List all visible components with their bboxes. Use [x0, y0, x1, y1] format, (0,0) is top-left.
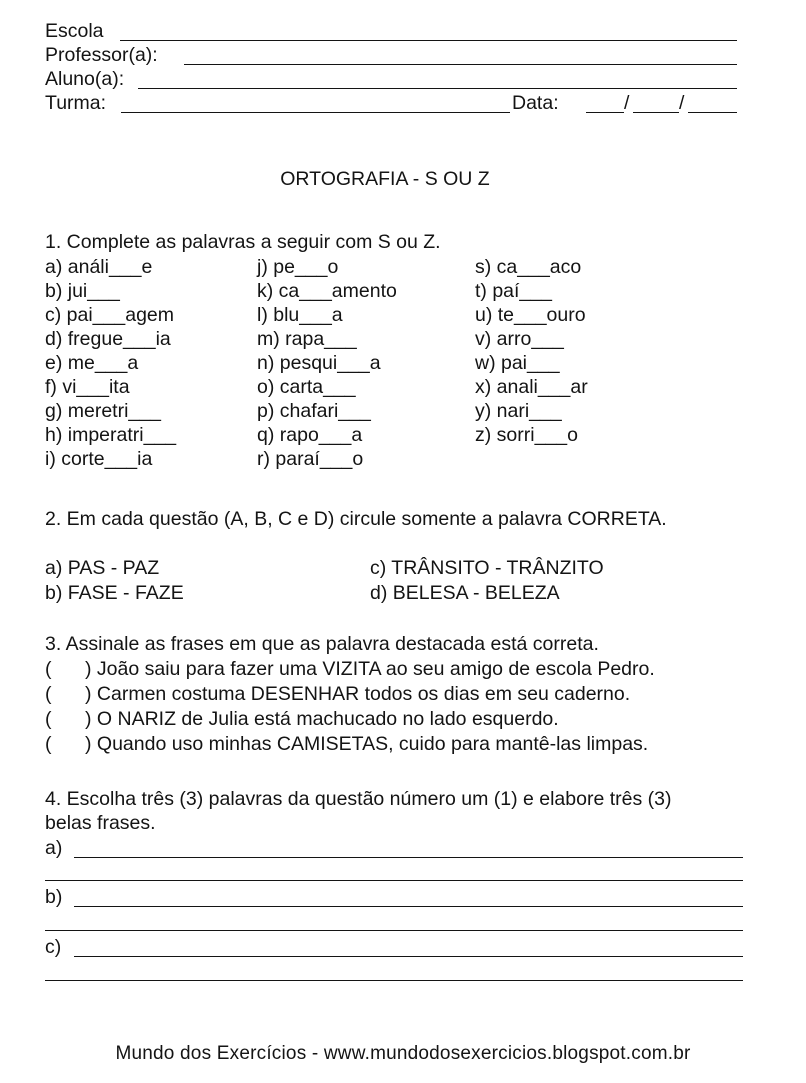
q3-item-text: ) Quando uso minhas CAMISETAS, cuido para mantê-las limpas.	[85, 733, 649, 755]
q1-item: p) chafari___	[257, 400, 371, 422]
q4-label-c: c)	[45, 936, 62, 958]
q1-item: g) meretri___	[45, 400, 161, 422]
q4-answer-a-line-2[interactable]	[45, 880, 743, 881]
q1-prompt: 1. Complete as palavras a seguir com S ou Z.	[45, 231, 441, 253]
q3-item-text: ) O NARIZ de Julia está machucado no lado esquerdo.	[85, 708, 559, 730]
q1-item: m) rapa___	[257, 328, 357, 350]
q1-item: j) pe___o	[257, 256, 339, 278]
school-label: Escola	[45, 20, 104, 42]
q1-item: f) vi___ita	[45, 376, 130, 398]
q3-item	[45, 682, 630, 706]
q3-item-text: ) Carmen costuma DESENHAR todos os dias em seu caderno.	[85, 683, 631, 705]
date-year-line[interactable]	[688, 112, 737, 113]
q4-label-b: b)	[45, 886, 63, 908]
q1-item: t) paí___	[475, 280, 552, 302]
q3-checkbox[interactable]: (	[45, 658, 52, 680]
q3-prompt: 3. Assinale as frases em que as palavra destacada está correta.	[45, 633, 599, 655]
q2-option-c[interactable]: c) TRÂNSITO - TRÂNZITO	[370, 557, 604, 579]
q1-item: i) corte___ia	[45, 448, 153, 470]
date-slash-2: /	[679, 92, 685, 114]
q1-item: k) ca___amento	[257, 280, 397, 302]
q1-column-1	[45, 255, 176, 471]
q1-item: n) pesqui___a	[257, 352, 381, 374]
date-label: Data:	[512, 92, 559, 114]
q4-answer-b-line-1[interactable]	[74, 906, 743, 907]
q1-column-3	[475, 255, 588, 447]
class-field-line[interactable]	[121, 112, 510, 113]
q2-option-b[interactable]: b) FASE - FAZE	[45, 582, 184, 604]
q3-checkbox[interactable]: (	[45, 733, 52, 755]
q3-item	[45, 657, 655, 681]
q1-item: c) pai___agem	[45, 304, 174, 326]
q4-answer-c-line-2[interactable]	[45, 980, 743, 981]
page-title: ORTOGRAFIA - S OU Z	[280, 168, 490, 190]
q4-prompt-line-1: 4. Escolha três (3) palavras da questão número um (1) e elabore três (3)	[45, 788, 672, 810]
q1-item: q) rapo___a	[257, 424, 363, 446]
student-field-line[interactable]	[138, 88, 737, 89]
q2-prompt: 2. Em cada questão (A, B, C e D) circule somente a palavra CORRETA.	[45, 508, 667, 530]
q1-item: x) anali___ar	[475, 376, 588, 398]
q1-item: v) arro___	[475, 328, 564, 350]
teacher-label: Professor(a):	[45, 44, 158, 66]
q4-answer-a-line-1[interactable]	[74, 857, 743, 858]
q4-label-a: a)	[45, 837, 63, 859]
q1-column-2	[257, 255, 397, 471]
teacher-field-line[interactable]	[184, 64, 737, 65]
q1-item: y) nari___	[475, 400, 562, 422]
q3-item-text: ) João saiu para fazer uma VIZITA ao seu amigo de escola Pedro.	[85, 658, 655, 680]
q1-item: l) blu___a	[257, 304, 343, 326]
footer-credit: Mundo dos Exercícios - www.mundodosexercicios.blogspot.com.br	[115, 1043, 691, 1064]
date-slash-1: /	[624, 92, 630, 114]
date-day-line[interactable]	[586, 112, 624, 113]
q1-item: b) jui___	[45, 280, 120, 302]
student-label: Aluno(a):	[45, 68, 125, 90]
date-month-line[interactable]	[633, 112, 679, 113]
q3-checkbox[interactable]: (	[45, 708, 52, 730]
school-field-line[interactable]	[120, 40, 737, 41]
q4-answer-c-line-1[interactable]	[74, 956, 743, 957]
q1-item: h) imperatri___	[45, 424, 177, 446]
q1-item: d) fregue___ia	[45, 328, 171, 350]
q1-item: z) sorri___o	[475, 424, 578, 446]
q4-answer-b-line-2[interactable]	[45, 930, 743, 931]
q1-item: a) análi___e	[45, 256, 153, 278]
q1-item: o) carta___	[257, 376, 356, 398]
q3-item	[45, 707, 559, 731]
q2-option-a[interactable]: a) PAS - PAZ	[45, 557, 160, 579]
q1-item: s) ca___aco	[475, 256, 582, 278]
q3-item	[45, 732, 648, 756]
q1-item: e) me___a	[45, 352, 139, 374]
class-label: Turma:	[45, 92, 107, 114]
q4-prompt-line-2: belas frases.	[45, 812, 156, 834]
q3-checkbox[interactable]: (	[45, 683, 52, 705]
q1-item: u) te___ouro	[475, 304, 586, 326]
q2-option-d[interactable]: d) BELESA - BELEZA	[370, 582, 560, 604]
q1-item: w) pai___	[475, 352, 560, 374]
q1-item: r) paraí___o	[257, 448, 364, 470]
